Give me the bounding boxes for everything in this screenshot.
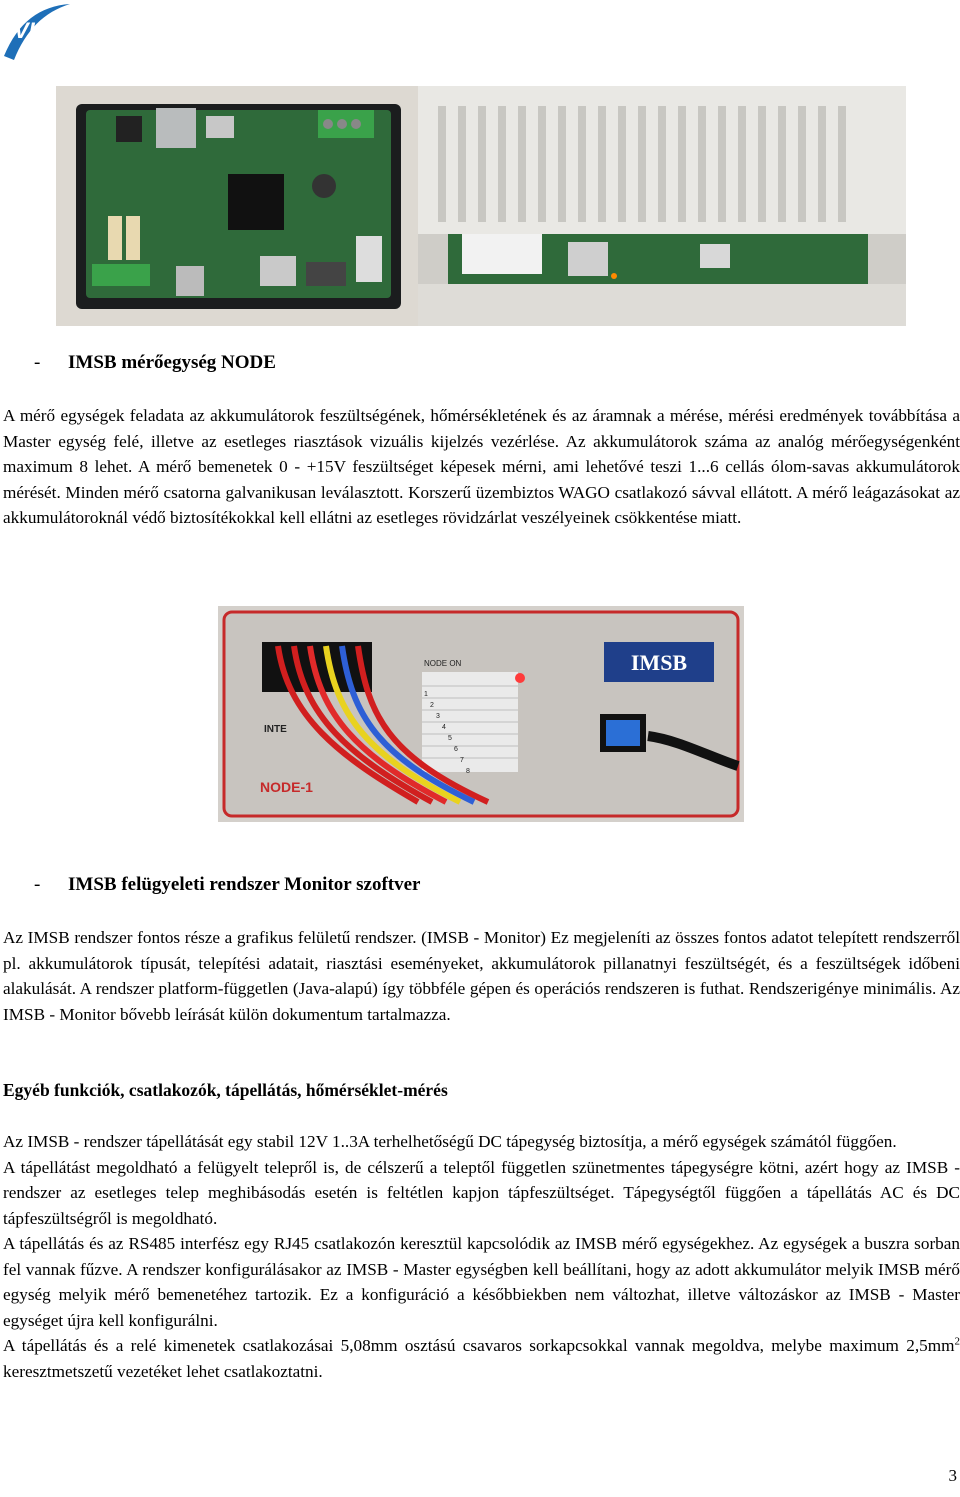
pcb-board-photo bbox=[56, 86, 418, 326]
paragraph-rs485: A tápellátás és az RS485 interfész egy RJ45 csatlakozón keresztül kapcsolódik az IMSB mérő egységekhez. Az egységek a buszra sorban fel vannak fűzve. A rendszer konfigurálásakor az IMSB - Master egységben kell beállítani, hogy az adott akkumulátor melyik IMSB mérő egység melyik mérő bemenetéhez tartozik. Ez a konfiguráció a későbbiekben nem változhat, illetve változáskor az IMSB - Master egységet újra kell konfigurálni. bbox=[3, 1234, 960, 1330]
node-box-icon bbox=[218, 606, 744, 822]
imsb-logo-text: IMSB bbox=[630, 650, 688, 675]
svg-text:7: 7 bbox=[460, 757, 464, 764]
svg-text:5: 5 bbox=[448, 735, 452, 742]
din-rail-unit-photo bbox=[418, 86, 906, 326]
paragraph-monitor-description: Az IMSB rendszer fontos része a grafikus felületű rendszer. (IMSB - Monitor) Ez megjeleníti az összes fontos adatot telepített rendszerről pl. akkumulátorok típusát, telepítési adatait, riasztási eseményeket, akkumulátorok pillanatnyi feszültségét, és a feszültségek időbeni alakulását. A rendszer platform-független (Java-alapú) így többféle gépen és operációs rendszeren is futhat. Rendszerigénye minimális. Az IMSB - Monitor bővebb leírását külön dokumentum tartalmazza. bbox=[3, 928, 960, 1024]
svg-text:4: 4 bbox=[442, 724, 446, 731]
section-title: IMSB mérőegység NODE bbox=[68, 352, 276, 373]
paragraph-power-supply: Az IMSB - rendszer tápellátását egy stabil 12V 1..3A terhelhetőségű DC tápegység biztosítja, a mérő egységek számától függően. bbox=[3, 1132, 897, 1151]
pcb-board-icon bbox=[56, 86, 418, 326]
svg-text:INTE: INTE bbox=[264, 724, 287, 735]
svg-text:VKI: VKI bbox=[14, 18, 51, 43]
section-heading-monitor: - IMSB felügyeleti rendszer Monitor szoftver bbox=[34, 874, 421, 895]
svg-text:3: 3 bbox=[436, 713, 440, 720]
svg-text:6: 6 bbox=[454, 746, 458, 753]
paragraph-ups: A tápellátást megoldható a felügyelt telepről is, de célszerű a teleptől független szünetmentes tápegységre kötni, azért hogy az IMSB - rendszer az esetleges telep meghibásodás esetén is feltétlen kapjon tápfeszültséget. Tápegységtől függően a tápellátás AC és DC tápfeszültségről is megoldható. bbox=[3, 1157, 960, 1228]
section-heading-node: - IMSB mérőegység NODE bbox=[34, 352, 276, 373]
vki-logo-icon bbox=[0, 0, 72, 62]
section-heading-other-functions: Egyéb funkciók, csatlakozók, tápellátás, hőmérséklet-mérés bbox=[3, 1080, 448, 1100]
node-label-text: NODE-1 bbox=[260, 779, 313, 795]
paragraph-node-description: A mérő egységek feladata az akkumulátorok feszültségének, hőmérsékletének és az áramnak a mérése, mérési eredmények továbbítása a Master egység felé, illetve az esetleges riasztások vizuális kijelzés vezérlése. Az akkumulátorok száma az analóg mérőegységenként maximum 8 lehet. A mérő bemenetek 0 - +15V feszültséget képesek mérni, ami lehetővé teszi 1...6 cellás ólom-savas akkumulátorok mérését. Minden mérő csatorna galvanikusan leválasztott. Korszerű üzembiztos WAGO csatlakozó sávval ellátott. A mérő leágazásokat az akkumulátoroknál védő biztosítékokkal kell ellátni az esetleges rövidzárlat veszélyeinek csökkentése miatt. bbox=[3, 406, 960, 527]
svg-text:2: 2 bbox=[430, 702, 434, 709]
page-number: 3 bbox=[948, 1466, 957, 1485]
node-box-photo bbox=[218, 606, 744, 822]
din-rail-unit-icon bbox=[418, 86, 906, 326]
paragraph-group-power bbox=[3, 1129, 960, 1384]
svg-text:1: 1 bbox=[424, 691, 428, 698]
svg-text:NODE ON: NODE ON bbox=[424, 659, 462, 668]
section-title: IMSB felügyeleti rendszer Monitor szoftver bbox=[68, 874, 421, 895]
paragraph-terminals: A tápellátás és a relé kimenetek csatlakozásai 5,08mm osztású csavaros sorkapcsokkal vannak megoldva, melybe maximum $2,5mm^2$ keresztmetszetű vezetéket lehet csatlakoztatni. bbox=[3, 1335, 960, 1381]
svg-text:8: 8 bbox=[466, 768, 470, 775]
